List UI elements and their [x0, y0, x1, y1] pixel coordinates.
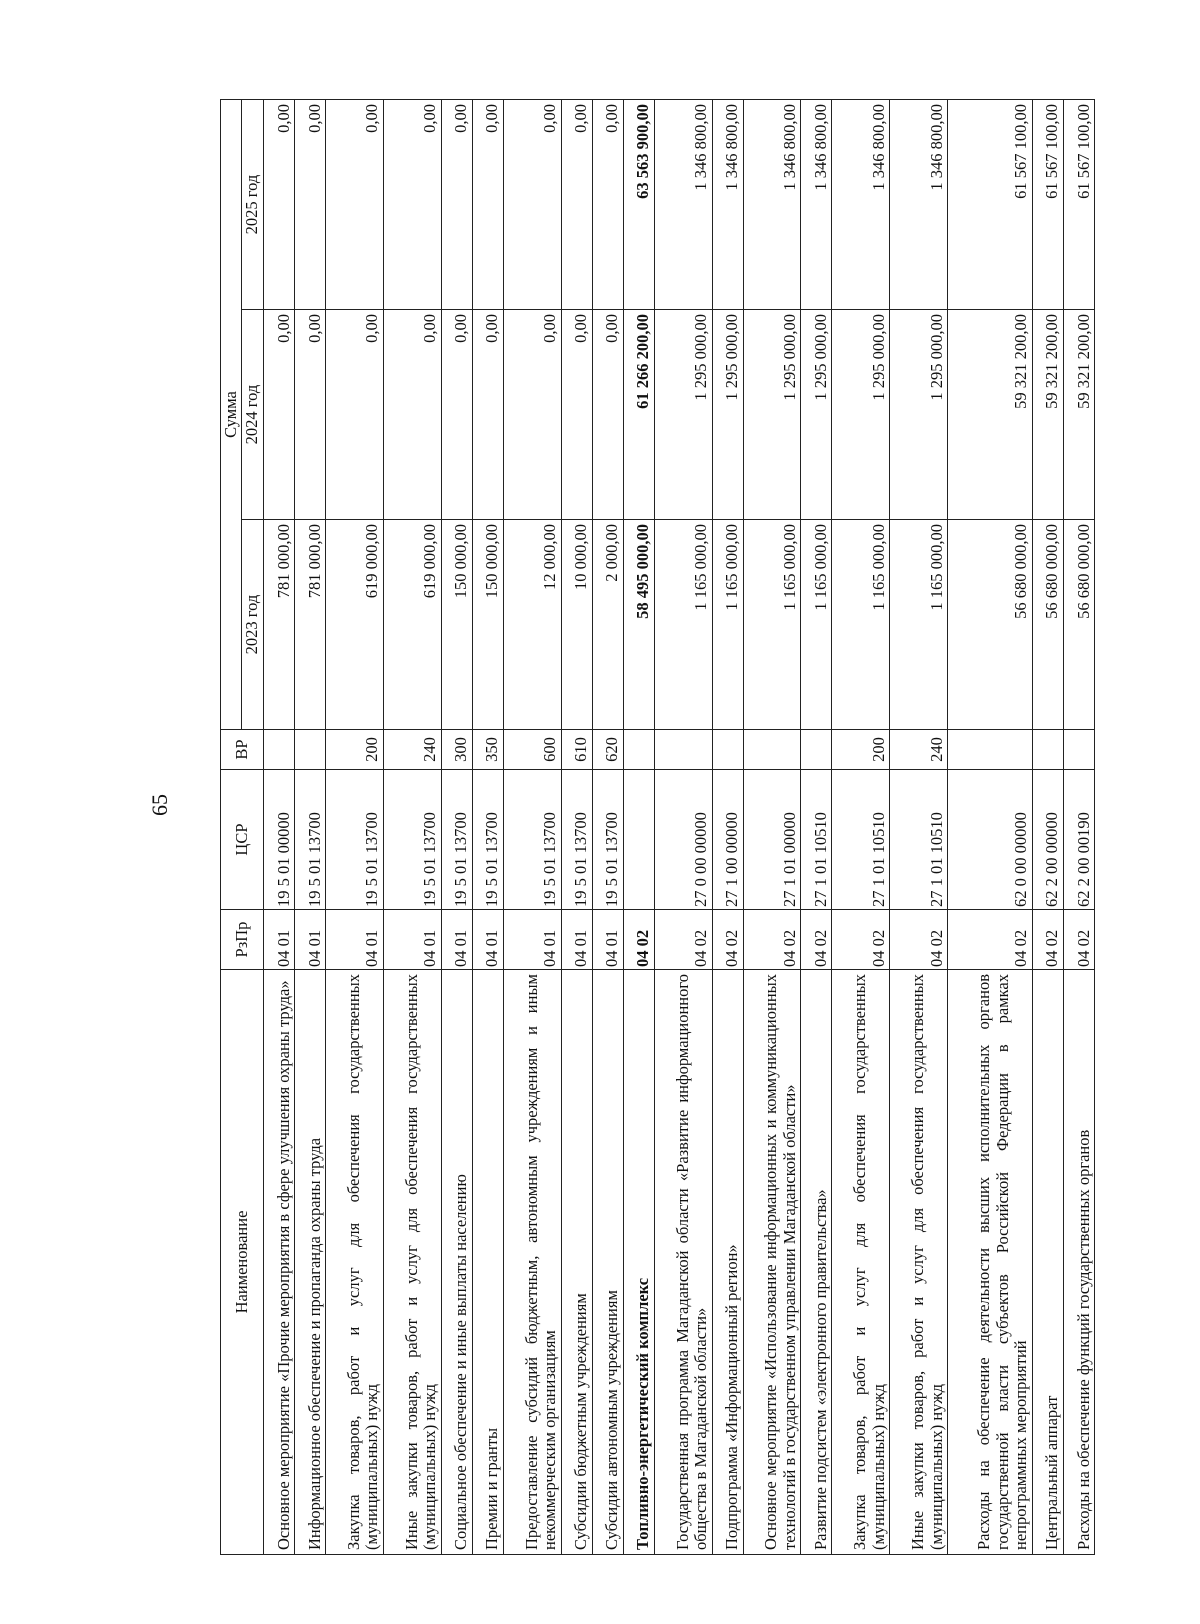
- row-name: Закупка товаров, работ и услуг для обеспечения государственных (муниципальных) нужд: [832, 970, 890, 1555]
- row-sum-2025: 0,00: [441, 100, 472, 310]
- row-name: Субсидии автономным учреждениям: [592, 970, 623, 1555]
- row-vr: 350: [472, 730, 503, 770]
- row-sum-2023: 56 680 000,00: [1032, 520, 1063, 730]
- row-vr: 610: [561, 730, 592, 770]
- row-sum-2025: 0,00: [561, 100, 592, 310]
- row-rzpr: 04 01: [263, 910, 294, 970]
- row-vr: [712, 730, 743, 770]
- row-sum-2023: 781 000,00: [263, 520, 294, 730]
- row-sum-2024: 59 321 200,00: [1032, 310, 1063, 520]
- row-rzpr: 04 02: [890, 910, 948, 970]
- row-sum-2025: 63 563 900,00: [623, 100, 654, 310]
- row-sum-2025: 0,00: [472, 100, 503, 310]
- header-sum: Сумма: [221, 100, 242, 730]
- table-row: [712, 100, 743, 1555]
- row-name: Социальное обеспечение и иные выплаты населению: [441, 970, 472, 1555]
- row-vr: 600: [503, 730, 561, 770]
- row-rzpr: 04 01: [592, 910, 623, 970]
- table-row: [472, 100, 503, 1555]
- row-rzpr: 04 01: [561, 910, 592, 970]
- row-sum-2024: 0,00: [326, 310, 384, 520]
- row-sum-2025: 1 346 800,00: [743, 100, 801, 310]
- row-vr: 300: [441, 730, 472, 770]
- row-csr: 19 5 01 13700: [503, 770, 561, 910]
- rotated-table-container: [220, 100, 1095, 1555]
- row-sum-2024: 0,00: [503, 310, 561, 520]
- row-vr: [743, 730, 801, 770]
- row-name: Государственная программа Магаданской области «Развитие информационного общества в Магаданской области»: [654, 970, 712, 1555]
- row-sum-2024: 0,00: [263, 310, 294, 520]
- row-sum-2025: 0,00: [503, 100, 561, 310]
- row-sum-2025: 0,00: [592, 100, 623, 310]
- row-sum-2024: 59 321 200,00: [1063, 310, 1094, 520]
- row-sum-2023: 1 165 000,00: [654, 520, 712, 730]
- row-csr: 27 1 01 10510: [832, 770, 890, 910]
- row-sum-2024: 0,00: [561, 310, 592, 520]
- row-vr: 240: [383, 730, 441, 770]
- row-vr: [654, 730, 712, 770]
- header-2024: 2024 год: [242, 310, 263, 520]
- row-vr: 240: [890, 730, 948, 770]
- row-sum-2025: 0,00: [295, 100, 326, 310]
- table-row: [1032, 100, 1063, 1555]
- row-sum-2025: 1 346 800,00: [890, 100, 948, 310]
- row-name: Предоставление субсидий бюджетным, автономным учреждениям и иным некоммерческим организациям: [503, 970, 561, 1555]
- row-sum-2023: 10 000,00: [561, 520, 592, 730]
- row-rzpr: 04 02: [832, 910, 890, 970]
- header-row-1: [221, 100, 242, 1555]
- row-rzpr: 04 01: [472, 910, 503, 970]
- row-sum-2024: 1 295 000,00: [801, 310, 832, 520]
- row-csr: 19 5 01 13700: [472, 770, 503, 910]
- row-rzpr: 04 02: [1063, 910, 1094, 970]
- row-sum-2025: 61 567 100,00: [948, 100, 1033, 310]
- row-vr: [948, 730, 1033, 770]
- row-name: Закупка товаров, работ и услуг для обеспечения государственных (муниципальных) нужд: [326, 970, 384, 1555]
- table-row: [561, 100, 592, 1555]
- row-name: Развитие подсистем «электронного правительства»: [801, 970, 832, 1555]
- row-sum-2024: 1 295 000,00: [832, 310, 890, 520]
- row-csr: 27 1 00 00000: [712, 770, 743, 910]
- row-vr: [1032, 730, 1063, 770]
- row-sum-2023: 12 000,00: [503, 520, 561, 730]
- row-name: Субсидии бюджетным учреждениям: [561, 970, 592, 1555]
- table-body: [263, 100, 1094, 1555]
- row-name: Центральный аппарат: [1032, 970, 1063, 1555]
- row-sum-2025: 1 346 800,00: [801, 100, 832, 310]
- budget-table: [220, 99, 1095, 1555]
- row-name: Основное мероприятие «Использование информационных и коммуникационных технологий в государственном управлении Магаданской области»: [743, 970, 801, 1555]
- row-sum-2023: 58 495 000,00: [623, 520, 654, 730]
- row-vr: [623, 730, 654, 770]
- row-name: Иные закупки товаров, работ и услуг для обеспечения государственных (муниципальных) нужд: [383, 970, 441, 1555]
- row-sum-2024: 59 321 200,00: [948, 310, 1033, 520]
- row-rzpr: 04 01: [295, 910, 326, 970]
- table-row: [623, 100, 654, 1555]
- row-sum-2023: 781 000,00: [295, 520, 326, 730]
- row-rzpr: 04 02: [801, 910, 832, 970]
- header-2023: 2023 год: [242, 520, 263, 730]
- row-name: Информационное обеспечение и пропаганда охраны труда: [295, 970, 326, 1555]
- row-sum-2023: 1 165 000,00: [801, 520, 832, 730]
- row-sum-2023: 150 000,00: [441, 520, 472, 730]
- row-vr: 620: [592, 730, 623, 770]
- row-sum-2025: 0,00: [263, 100, 294, 310]
- row-vr: [263, 730, 294, 770]
- row-name: Подпрограмма «Информационный регион»: [712, 970, 743, 1555]
- row-sum-2023: 1 165 000,00: [712, 520, 743, 730]
- row-sum-2024: 1 295 000,00: [890, 310, 948, 520]
- row-sum-2025: 61 567 100,00: [1063, 100, 1094, 310]
- table-row: [832, 100, 890, 1555]
- row-sum-2024: 0,00: [295, 310, 326, 520]
- row-csr: 27 1 01 10510: [801, 770, 832, 910]
- row-sum-2025: 1 346 800,00: [832, 100, 890, 310]
- row-vr: [1063, 730, 1094, 770]
- row-sum-2025: 0,00: [383, 100, 441, 310]
- row-sum-2023: 56 680 000,00: [948, 520, 1033, 730]
- row-name: Топливно-энергетический комплекс: [623, 970, 654, 1555]
- table-row: [654, 100, 712, 1555]
- row-sum-2024: 0,00: [592, 310, 623, 520]
- row-csr: 19 5 01 13700: [383, 770, 441, 910]
- row-csr: 19 5 01 13700: [295, 770, 326, 910]
- row-vr: [801, 730, 832, 770]
- row-rzpr: 04 01: [503, 910, 561, 970]
- row-csr: 19 5 01 13700: [592, 770, 623, 910]
- row-sum-2023: 56 680 000,00: [1063, 520, 1094, 730]
- header-vr: ВР: [221, 730, 264, 770]
- table-row: [326, 100, 384, 1555]
- row-sum-2023: 619 000,00: [326, 520, 384, 730]
- table-row: [383, 100, 441, 1555]
- table-row: [295, 100, 326, 1555]
- row-sum-2023: 150 000,00: [472, 520, 503, 730]
- header-name: Наименование: [221, 970, 264, 1555]
- table-row: [441, 100, 472, 1555]
- row-sum-2023: 1 165 000,00: [743, 520, 801, 730]
- row-csr: 27 1 01 10510: [890, 770, 948, 910]
- row-sum-2025: 61 567 100,00: [1032, 100, 1063, 310]
- row-sum-2023: 1 165 000,00: [832, 520, 890, 730]
- row-sum-2024: 0,00: [441, 310, 472, 520]
- row-rzpr: 04 01: [326, 910, 384, 970]
- row-rzpr: 04 02: [1032, 910, 1063, 970]
- row-csr: 27 1 01 00000: [743, 770, 801, 910]
- table-row: [743, 100, 801, 1555]
- row-sum-2025: 1 346 800,00: [654, 100, 712, 310]
- table-row: [948, 100, 1033, 1555]
- row-sum-2024: 0,00: [472, 310, 503, 520]
- row-vr: [295, 730, 326, 770]
- header-2025: 2025 год: [242, 100, 263, 310]
- row-rzpr: 04 02: [948, 910, 1033, 970]
- row-sum-2024: 0,00: [383, 310, 441, 520]
- table-row: [503, 100, 561, 1555]
- row-csr: [623, 770, 654, 910]
- table-row: [263, 100, 294, 1555]
- row-sum-2024: 1 295 000,00: [654, 310, 712, 520]
- table-row: [592, 100, 623, 1555]
- row-rzpr: 04 02: [623, 910, 654, 970]
- row-sum-2023: 1 165 000,00: [890, 520, 948, 730]
- table-row: [890, 100, 948, 1555]
- row-name: Основное мероприятие «Прочие мероприятия в сфере улучшения охраны труда»: [263, 970, 294, 1555]
- row-csr: 19 5 01 13700: [441, 770, 472, 910]
- row-sum-2023: 619 000,00: [383, 520, 441, 730]
- row-vr: 200: [832, 730, 890, 770]
- row-csr: 62 0 00 00000: [948, 770, 1033, 910]
- row-name: Расходы на обеспечение функций государственных органов: [1063, 970, 1094, 1555]
- header-rzpr: РзПр: [221, 910, 264, 970]
- table-row: [1063, 100, 1094, 1555]
- row-csr: 62 2 00 00190: [1063, 770, 1094, 910]
- row-csr: 19 5 01 13700: [326, 770, 384, 910]
- row-rzpr: 04 01: [383, 910, 441, 970]
- row-csr: 19 5 01 00000: [263, 770, 294, 910]
- row-csr: 27 0 00 00000: [654, 770, 712, 910]
- row-rzpr: 04 02: [712, 910, 743, 970]
- row-csr: 62 2 00 00000: [1032, 770, 1063, 910]
- row-sum-2024: 1 295 000,00: [712, 310, 743, 520]
- row-vr: 200: [326, 730, 384, 770]
- table-row: [801, 100, 832, 1555]
- page-number: 65: [147, 794, 172, 816]
- row-sum-2025: 1 346 800,00: [712, 100, 743, 310]
- row-name: Премии и гранты: [472, 970, 503, 1555]
- row-sum-2024: 1 295 000,00: [743, 310, 801, 520]
- row-sum-2023: 2 000,00: [592, 520, 623, 730]
- row-csr: 19 5 01 13700: [561, 770, 592, 910]
- row-sum-2025: 0,00: [326, 100, 384, 310]
- row-name: Иные закупки товаров, работ и услуг для обеспечения государственных (муниципальных) нужд: [890, 970, 948, 1555]
- row-rzpr: 04 01: [441, 910, 472, 970]
- row-rzpr: 04 02: [654, 910, 712, 970]
- row-sum-2024: 61 266 200,00: [623, 310, 654, 520]
- row-rzpr: 04 02: [743, 910, 801, 970]
- row-name: Расходы на обеспечение деятельности высших исполнительных органов государственной власти субъектов Российской Федерации в рамках непрограммных мероприятий: [948, 970, 1033, 1555]
- header-csr: ЦСР: [221, 770, 264, 910]
